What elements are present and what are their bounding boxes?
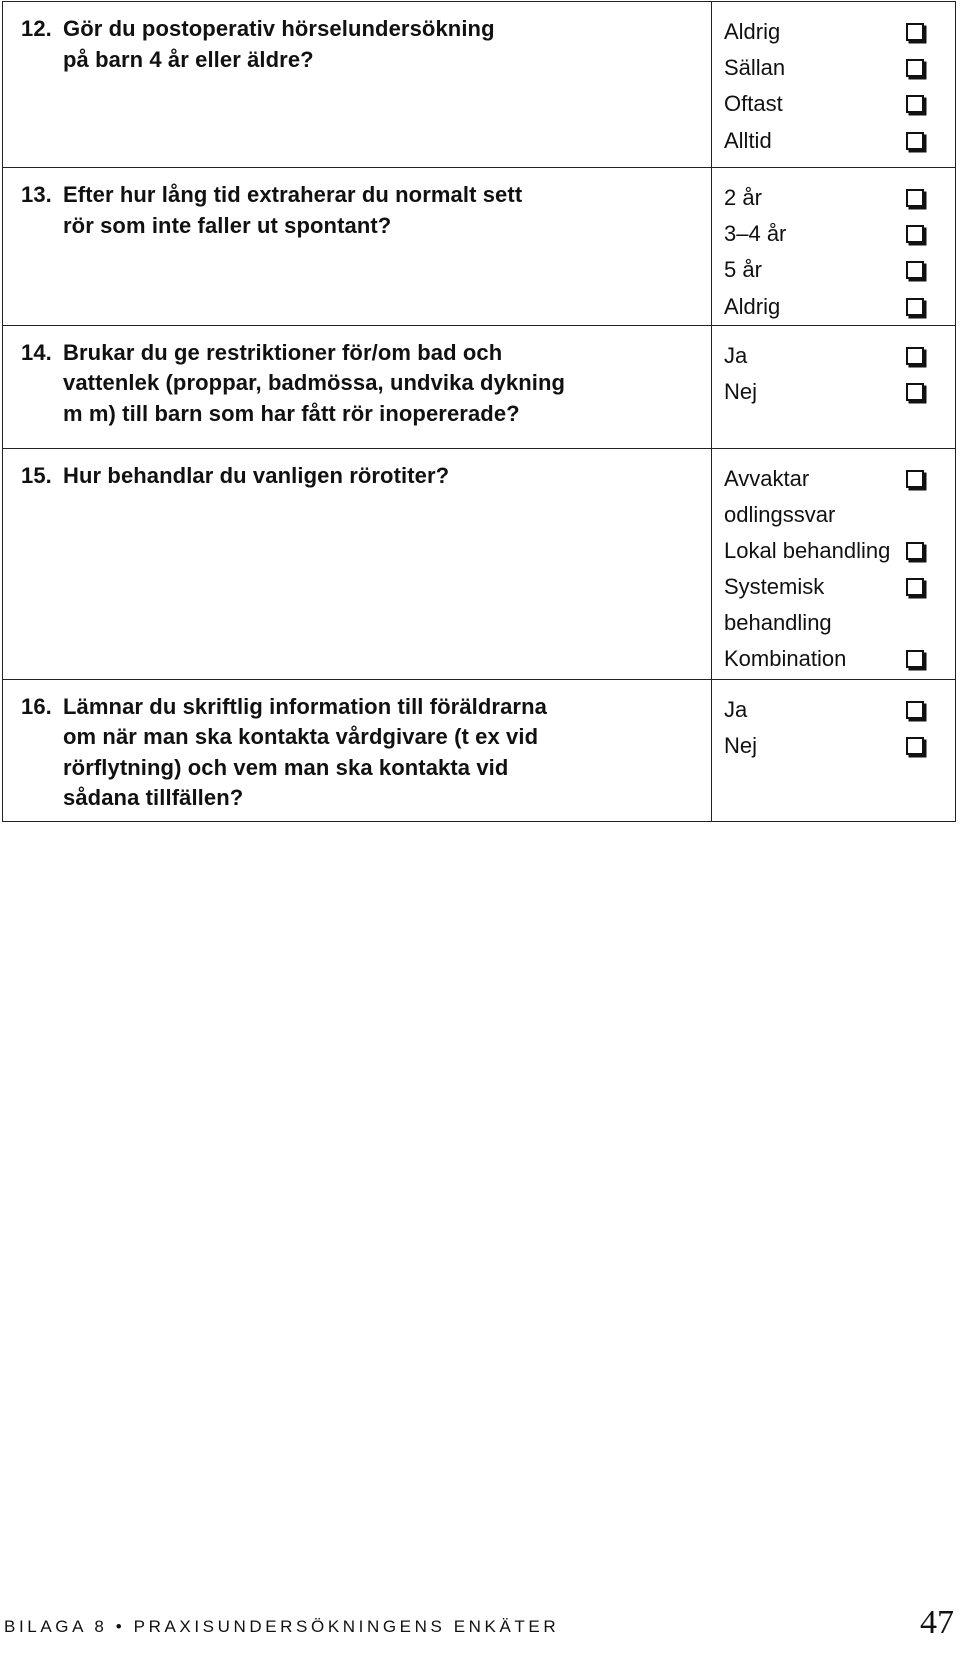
checkbox[interactable] [906,261,924,279]
question-number: 15. [21,462,52,488]
question-number: 14. [21,339,52,365]
option-aldrig[interactable] [712,289,955,325]
checkbox[interactable] [906,95,924,113]
option-label: Sällan [724,55,786,81]
question-cell [3,325,712,448]
question-row-16 [3,679,956,821]
question-text: Hur behandlar du vanligen rörotiter? [63,462,450,488]
checkbox[interactable] [906,23,924,41]
answer-cell [712,448,956,679]
option-label: Ja [724,696,748,722]
option-aldrig[interactable] [712,14,955,50]
question-number: 16. [21,693,52,719]
answer-cell [712,168,956,326]
question-cell [3,448,712,679]
answer-cell [712,325,956,448]
page-number: 47 [920,1604,954,1641]
checkbox[interactable] [906,650,924,668]
question-cell [3,679,712,821]
question-text: Brukar du ge restriktioner för/om bad och vattenlek (proppar, badmössa, undvika dykning m m) till barn som har fått rör inopererade? [63,339,566,426]
option-label: 5 år [724,257,762,283]
option-alltid[interactable] [712,123,955,159]
option-ja[interactable] [712,338,955,374]
option-systemisk-behandling[interactable] [712,569,955,641]
question-row-13 [3,168,956,326]
option-label: Systemisk behandling [724,573,832,635]
question-row-14 [3,325,956,448]
option-label: Oftast [724,91,783,117]
option-label: 3–4 år [724,221,787,247]
checkbox[interactable] [906,383,924,401]
checkbox[interactable] [906,578,924,596]
question-number: 12. [21,16,52,41]
option-5-ar[interactable] [712,252,955,288]
question-row-15 [3,448,956,679]
option-label: Nej [724,379,758,405]
checkbox[interactable] [906,737,924,755]
checkbox[interactable] [906,542,924,560]
checkbox[interactable] [906,132,924,150]
option-label: 2 år [724,185,762,211]
option-lokal-behandling[interactable] [712,533,955,569]
question-text: Gör du postoperativ hörselundersökning på barn 4 år eller äldre? [63,16,495,72]
option-label: Ja [724,342,748,368]
checkbox[interactable] [906,298,924,316]
checkbox[interactable] [906,225,924,243]
question-cell [3,168,712,326]
option-kombination[interactable] [712,641,955,677]
questionnaire-table [2,1,956,822]
answer-cell [712,679,956,821]
checkbox[interactable] [906,59,924,77]
option-2-ar[interactable] [712,180,955,216]
option-label: Nej [724,733,758,759]
option-label: Alltid [724,127,772,153]
question-text: Lämnar du skriftlig information till föräldrarna om när man ska kontakta vårdgivare (t ex vid rörflytning) och vem man ska kontakta vid sådana tillfällen? [63,693,547,811]
option-ja[interactable] [712,692,955,728]
checkbox[interactable] [906,347,924,365]
option-label: Aldrig [724,19,781,45]
option-oftast[interactable] [712,86,955,122]
question-text: Efter hur lång tid extraherar du normalt sett rör som inte faller ut spontant? [63,182,523,238]
option-label: Aldrig [724,293,781,319]
option-avvaktar-odlingssvar[interactable] [712,461,955,533]
option-3-4-ar[interactable] [712,216,955,252]
option-label: Lokal behandling [724,537,891,563]
option-label: Kombination [724,646,847,672]
question-row-12 [3,2,956,168]
option-label: Avvaktar odlingssvar [724,465,836,527]
answer-cell [712,2,956,168]
question-cell [3,2,712,168]
running-footer: BILAGA 8 • PRAXISUNDERSÖKNINGENS ENKÄTER [4,1617,560,1636]
checkbox[interactable] [906,189,924,207]
option-nej[interactable] [712,374,955,410]
option-nej[interactable] [712,728,955,764]
question-number: 13. [21,182,52,207]
checkbox[interactable] [906,470,924,488]
checkbox[interactable] [906,701,924,719]
option-sallan[interactable] [712,50,955,86]
